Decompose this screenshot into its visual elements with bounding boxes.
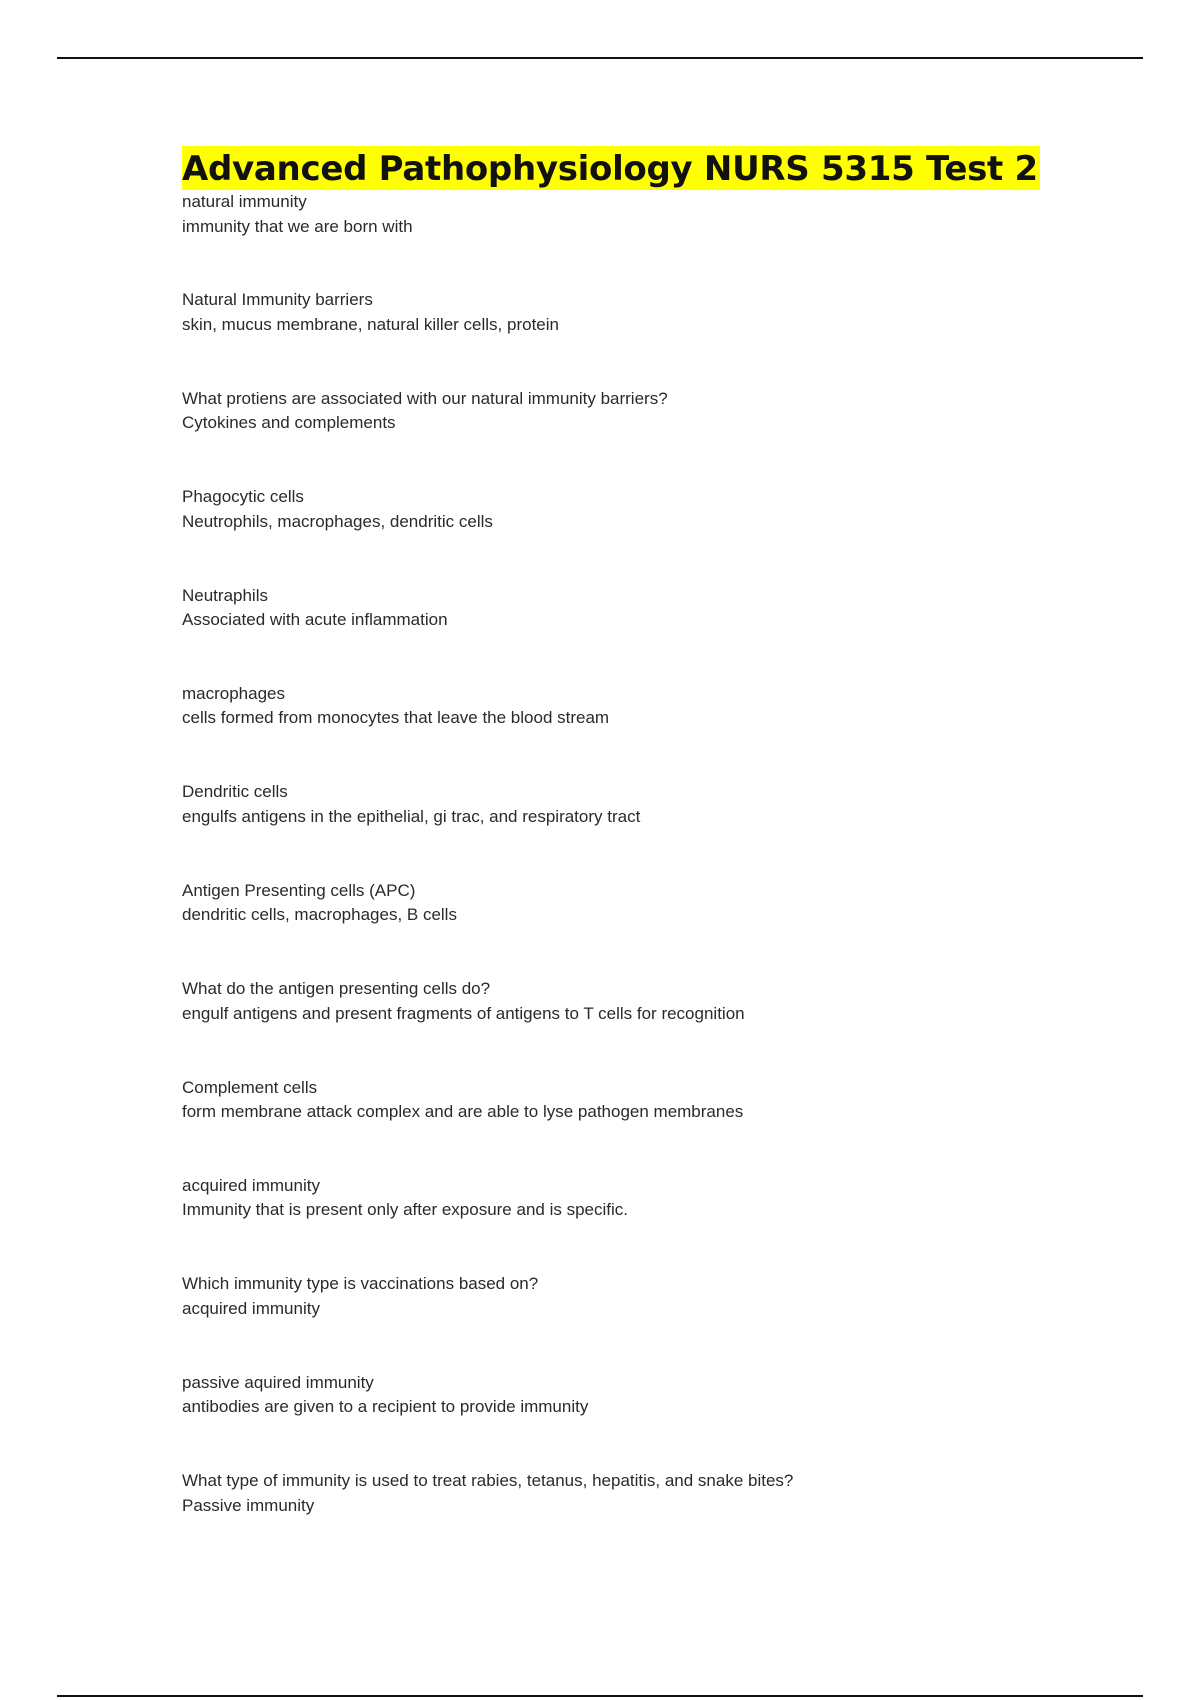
flashcard-definition: Neutrophils, macrophages, dendritic cells	[182, 511, 493, 531]
flashcard	[182, 1371, 1082, 1469]
flashcard	[182, 190, 1082, 288]
flashcard-term: passive aquired immunity	[182, 1372, 374, 1392]
flashcard-term: What do the antigen presenting cells do?	[182, 979, 491, 999]
flashcard-definition: Associated with acute inflammation	[182, 610, 448, 630]
flashcard	[182, 288, 1082, 386]
flashcard	[182, 387, 1082, 485]
flashcard	[182, 780, 1082, 878]
flashcard	[182, 584, 1082, 682]
flashcard-term: Antigen Presenting cells (APC)	[182, 880, 416, 900]
flashcard-term: natural immunity	[182, 192, 307, 211]
flashcard-term: Which immunity type is vaccinations based on?	[182, 1274, 539, 1294]
flashcard	[182, 682, 1082, 780]
flashcard-term: Natural Immunity barriers	[182, 290, 373, 310]
flashcard-definition: Passive immunity	[182, 1495, 315, 1515]
flashcard-definition: engulf antigens and present fragments of antigens to T cells for recognition	[182, 1003, 745, 1023]
footer-rule	[57, 1695, 1143, 1697]
header-rule	[57, 57, 1143, 59]
flashcard-definition: cells formed from monocytes that leave the blood stream	[182, 708, 610, 728]
flashcard-definition: immunity that we are born with	[182, 216, 413, 236]
flashcard-term: Complement cells	[182, 1077, 318, 1097]
flashcard-definition: skin, mucus membrane, natural killer cells, protein	[182, 314, 559, 334]
flashcard-definition: form membrane attack complex and are able to lyse pathogen membranes	[182, 1102, 744, 1122]
flashcard-term: macrophages	[182, 683, 286, 703]
flashcard-term: Neutraphils	[182, 585, 268, 605]
flashcard	[182, 1174, 1082, 1272]
flashcard	[182, 1076, 1082, 1174]
flashcard	[182, 977, 1082, 1075]
flashcard	[182, 1272, 1082, 1370]
flashcard-term: What type of immunity is used to treat rabies, tetanus, hepatitis, and snake bites?	[182, 1471, 794, 1491]
flashcard-term: What protiens are associated with our natural immunity barriers?	[182, 388, 668, 408]
flashcard-term: Dendritic cells	[182, 782, 288, 802]
document-title: Advanced Pathophysiology NURS 5315 Test 2	[182, 146, 1040, 190]
flashcard-list	[182, 190, 1082, 1567]
flashcard-definition: acquired immunity	[182, 1298, 320, 1318]
flashcard-definition: dendritic cells, macrophages, B cells	[182, 905, 457, 925]
flashcard-term: Phagocytic cells	[182, 487, 304, 507]
flashcard	[182, 879, 1082, 977]
document-body	[182, 146, 1082, 1567]
flashcard	[182, 1469, 1082, 1567]
flashcard	[182, 485, 1082, 583]
flashcard-definition: engulfs antigens in the epithelial, gi trac, and respiratory tract	[182, 806, 641, 826]
flashcard-definition: Immunity that is present only after exposure and is specific.	[182, 1200, 628, 1220]
flashcard-definition: Cytokines and complements	[182, 413, 396, 433]
flashcard-definition: antibodies are given to a recipient to provide immunity	[182, 1397, 589, 1417]
flashcard-term: acquired immunity	[182, 1175, 320, 1195]
